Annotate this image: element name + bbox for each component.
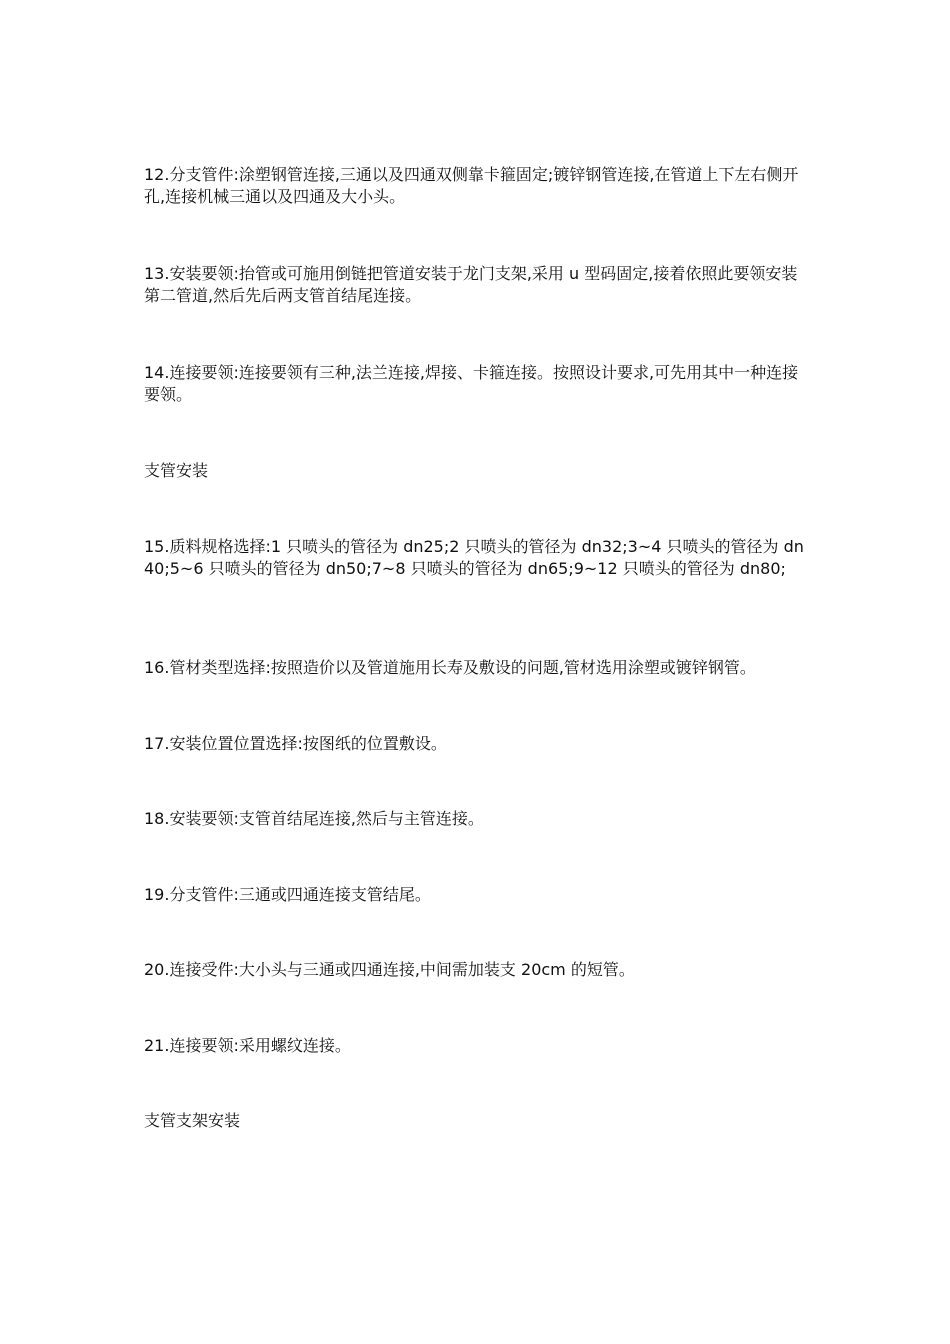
paragraph-12-branch-fittings: 12.分支管件:涂塑钢管连接,三通以及四通双侧靠卡箍固定;镀锌钢管连接,在管道上下左右侧开孔,连接机械三通以及四通及大小头。 (144, 165, 799, 206)
paragraph-21-connection-method: 21.连接要领:采用螺纹连接。 (144, 1036, 351, 1055)
paragraph-16-pipe-type: 16.管材类型选择:按照造价以及管道施用长寿及敷设的问题,管材选用涂塑或镀锌钢管。 (144, 658, 756, 677)
paragraph-17-position: 17.安装位置位置选择:按图纸的位置敷设。 (144, 734, 447, 753)
paragraph-14-connection-method: 14.连接要领:连接要领有三种,法兰连接,焊接、卡箍连接。按照设计要求,可先用其中一种连接要领。 (144, 363, 799, 404)
paragraph-15-material-spec: 15.质料规格选择:1 只喷头的管径为 dn25;2 只喷头的管径为 dn32;3~4 只喷头的管径为 dn40;5~6 只喷头的管径为 dn50;7~8 只喷头的管径为 dn65;9~12 只喷头的管径为 dn80; (144, 537, 804, 578)
paragraph-20-connecting-fittings: 20.连接受件:大小头与三通或四通连接,中间需加装支 20cm 的短管。 (144, 960, 635, 979)
section-heading-branch-pipe-installation: 支管安装 (144, 461, 209, 480)
paragraph-18-installation-method: 18.安装要领:支管首结尾连接,然后与主管连接。 (144, 809, 484, 828)
section-heading-branch-support-installation: 支管支架安装 (144, 1111, 241, 1130)
paragraph-19-branch-fittings: 19.分支管件:三通或四通连接支管结尾。 (144, 885, 431, 904)
paragraph-13-installation-method: 13.安装要领:抬管或可施用倒链把管道安装于龙门支架,采用 u 型码固定,接着依照此要领安装第二管道,然后先后两支管首结尾连接。 (144, 264, 798, 305)
